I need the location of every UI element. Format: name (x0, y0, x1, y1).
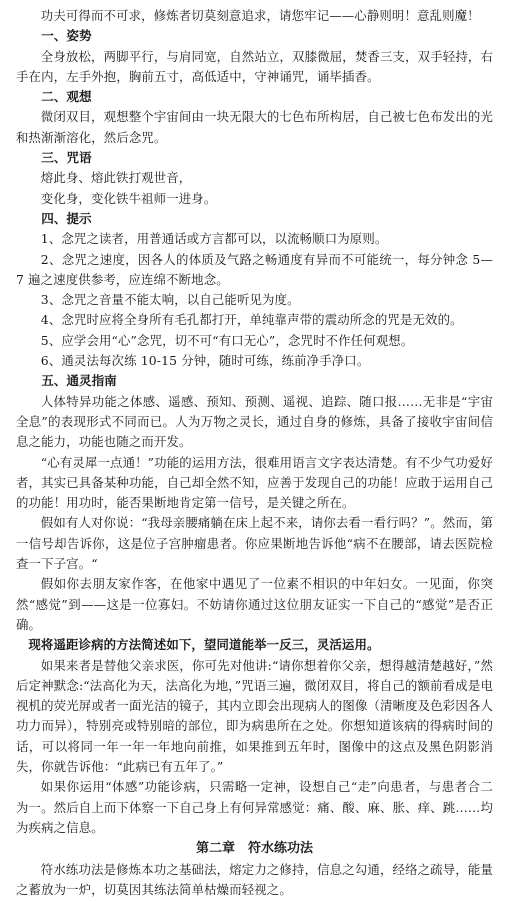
tip-item: 3、念咒之音量不能太响，以自己能听见为度。 (40, 292, 300, 308)
tip-item: 4、念咒时应将全身所有毛孔都打开，单纯靠声带的震动所念的咒是无效的。 (40, 312, 463, 328)
tip-item: 2、念咒之速度，因各人的体质及气路之畅通度有异而不可能统一，每分钟念 5—7 遍之速度供参考，应连绵不断地念。 (16, 251, 493, 287)
remote-paragraph: 如果来者是替他父亲求医，你可先对他讲:“请你想着你父亲，想得越清楚越好，”然后定神默念:“法高化为天，法高化为地，”咒语三遍，微闭双目，将自己的额前看成是电视机的荧光屏或者一面光洁的镜子，其内立即会出现病人的图像（清晰度及色彩因各人功力而异），特别亮或特别暗的部位，即为病患所在之处。你想知道该病的得病时间的话，可以将同一年一年一年地向前推，如果推到五年时，图像中的这点及黑色阴影消失，你就告诉他：“此病已有五年了。” (16, 657, 493, 774)
posture-paragraph: 全身放松，两脚平行，与肩同宽，自然站立，双膝微屈，焚香三支，双手轻持，右手在内，左手外抱，胸前五寸，高低适中，守神诵咒，诵毕插香。 (16, 48, 493, 84)
section-heading-posture: 一、姿势 (41, 28, 92, 44)
section-heading-mantra: 三、咒语 (41, 150, 92, 166)
tip-item: 5、应学会用“心”念咒，切不可“有口无心”，念咒时不作任何观想。 (40, 332, 414, 348)
chapter-paragraph: 符水练功法是修炼本功之基础法，熔定力之修持，信息之勾通，经络之疏导，能量之蓄放为一炉，切莫因其练法简单枯燥而轻视之。 (16, 862, 493, 898)
tip-item: 6、通灵法每次练 10-15 分钟，随时可练，练前净手净口。 (40, 353, 370, 369)
remote-diagnosis-heading: 现将遥距诊病的方法简述如下，望同道能举一反三，灵活运用。 (28, 637, 380, 653)
section-heading-spirit: 五、通灵指南 (41, 373, 117, 389)
remote-paragraph: 如果你运用“体感”功能诊病，只需略一定神，设想自己“走”向患者，与患者合二为一。然后自上而下体察一下自己身上有何异常感觉：痛、酸、麻、胀、痒、跳……均为疾病之信息。 (16, 779, 493, 835)
section-heading-tips: 四、提示 (41, 210, 92, 226)
spirit-paragraph: 假如有人对你说：“我母亲腰痛躺在床上起不来，请你去看一看行吗？”。然而，第一信号却告诉你，这是位子宫肿瘤患者。你应果断地告诉他“病不在腰部，请去医院检查一下子宫。“ (16, 515, 493, 572)
section-heading-visualize: 二、观想 (41, 89, 92, 105)
chapter-title: 第二章 符水练功法 (195, 841, 313, 857)
visualize-paragraph: 微闭双目，观想整个宇宙间由一块无限大的七色布所构居，自己被七色布发出的光和热渐渐溶化，然后念咒。 (16, 109, 493, 145)
mantra-line: 变化身，变化铁牛祖师一进身。 (40, 190, 217, 206)
intro-paragraph: 功夫可得而不可求，修炼者切莫刻意追求，请您牢记——心静则明！意乱则魔！ (40, 8, 480, 23)
spirit-paragraph: “心有灵犀一点通！”功能的运用方法，很难用语言文字表达清楚。有不少气功爱好者，其实已具备某种功能，自己却全然不知，应善于发现自己的功能！应敢于运用自己的功能！用功时，能否果断地肯定第一信号，是关键之所在。 (16, 454, 493, 511)
mantra-line: 熔此身、熔此铁打观世音， (40, 170, 192, 186)
spirit-paragraph: 假如你去朋友家作客，在他家中遇见了一位素不相识的中年妇女。一见面，你突然“感觉”到——这是一位寡妇。不妨请你通过这位朋友证实一下自己的“感觉”是否正确。 (16, 576, 493, 632)
tip-item: 1、念咒之读者，用普通话或方言都可以，以流畅顺口为原则。 (40, 231, 388, 247)
spirit-paragraph: 人体特异功能之体感、遥感、预知、预测、遥视、追踪、随口报……无非是“宇宙全息”的表现形式不同而已。人为万物之灵长，通过自身的修炼，具备了接收宇宙间信息之能力，功能也随之而开发。 (16, 393, 493, 450)
